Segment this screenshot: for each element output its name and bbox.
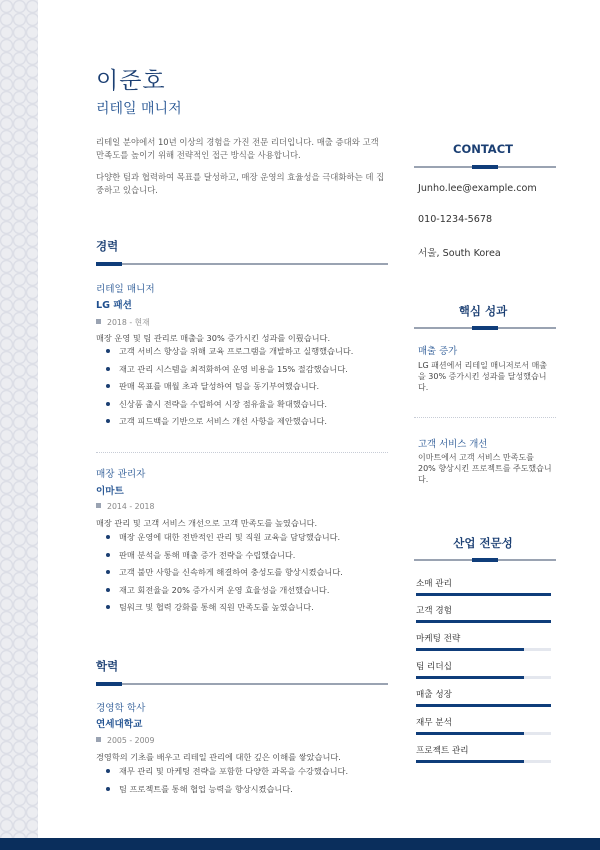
skill-bar-1 [416, 593, 551, 596]
achievement-title-2: 고객 서비스 개선 [418, 439, 488, 450]
job-period-1: 2018 - 현재 [96, 317, 150, 328]
achievement-desc-1: LG 패션에서 리테일 매니저로서 매출을 30% 증가시킨 성과를 달성했습니다. [418, 361, 548, 392]
list-item: 신상품 출시 전략을 수립하여 시장 점유율을 확대했습니다. [96, 399, 353, 417]
list-item: 매장 운영에 대한 전반적인 관리 및 직원 교육을 담당했습니다. [96, 532, 343, 550]
skill-bar-6 [416, 732, 551, 735]
side-pattern [0, 0, 38, 838]
skill-bar-fill [416, 593, 551, 596]
skill-label-1: 소매 관리 [416, 579, 452, 589]
job-title-2: 매장 관리자 [96, 469, 146, 480]
achievements-rule-accent [472, 326, 498, 330]
school: 연세대학교 [96, 719, 143, 730]
skill-label-5: 매출 성장 [416, 690, 452, 700]
skill-bar-fill [416, 760, 524, 763]
list-item: 재무 관리 및 마케팅 전략을 포함한 다양한 과목을 수강했습니다. [96, 766, 348, 784]
education-heading: 학력 [96, 659, 119, 673]
list-item: 팀워크 및 협력 강화를 통해 직원 만족도를 높였습니다. [96, 602, 343, 620]
email-text[interactable]: Junho.lee@example.com [418, 183, 537, 194]
list-item: 재고 회전율을 20% 증가시켜 운영 효율성을 개선했습니다. [96, 585, 343, 603]
company-2: 이마트 [96, 486, 124, 497]
skills-heading: 산업 전문성 [453, 536, 513, 550]
skill-bar-fill [416, 620, 551, 623]
education-period: 2005 - 2009 [96, 736, 154, 745]
skill-bar-5 [416, 704, 551, 707]
skill-bar-2 [416, 620, 551, 623]
company-1: LG 패션 [96, 300, 132, 311]
phone-text[interactable]: 010-1234-5678 [418, 214, 493, 225]
contact-rule-accent [472, 165, 498, 169]
experience-rule [96, 263, 388, 265]
summary-paragraph-1: 리테일 분야에서 10년 이상의 경험을 가진 전문 리더입니다. 매출 증대와 고객 만족도를 높이기 위해 전략적인 접근 방식을 사용합니다. [96, 137, 379, 160]
footer-bar [0, 838, 600, 850]
location-text: 서울, South Korea [418, 248, 501, 259]
person-name: 이준호 [96, 68, 166, 94]
skill-bar-7 [416, 760, 551, 763]
list-item: 고객 서비스 향상을 위해 교육 프로그램을 개발하고 실행했습니다. [96, 346, 353, 364]
job-title-1: 리테일 매니저 [96, 284, 155, 295]
job-period-2: 2014 - 2018 [96, 502, 154, 511]
skill-label-4: 팀 리더십 [416, 662, 452, 672]
achievement-divider [414, 417, 556, 418]
job-bullets-2 [96, 532, 343, 620]
list-item: 판매 목표를 매월 초과 달성하여 팀을 동기부여했습니다. [96, 381, 353, 399]
skill-bar-3 [416, 648, 551, 651]
list-item: 팀 프로젝트를 통해 협업 능력을 향상시켰습니다. [96, 784, 348, 802]
job-role: 리테일 매니저 [96, 101, 182, 117]
achievements-heading: 핵심 성과 [458, 304, 508, 318]
job-description-1: 매장 운영 및 팀 관리로 매출을 30% 증가시킨 성과를 이뤘습니다. [96, 333, 331, 343]
job-bullets-1 [96, 346, 353, 434]
experience-heading: 경력 [96, 239, 119, 253]
education-rule-accent [96, 682, 122, 686]
list-item: 판매 분석을 통해 매출 증가 전략을 수립했습니다. [96, 550, 343, 568]
job-divider [96, 452, 388, 453]
education-rule [96, 683, 388, 685]
summary-paragraph-2: 다양한 팀과 협력하여 목표를 달성하고, 매장 운영의 효율성을 극대화하는 데 집중하고 있습니다. [96, 172, 385, 195]
skill-label-2: 고객 경험 [416, 606, 452, 616]
skill-bar-fill [416, 732, 524, 735]
skill-label-6: 재무 분석 [416, 718, 452, 728]
list-item: 재고 관리 시스템을 최적화하여 운영 비용을 15% 절감했습니다. [96, 364, 353, 382]
skill-label-3: 마케팅 전략 [416, 634, 461, 644]
education-bullets [96, 766, 348, 801]
skill-bar-fill [416, 648, 524, 651]
education-description: 경영학의 기초를 배우고 리테일 관리에 대한 깊은 이해를 쌓았습니다. [96, 752, 341, 762]
achievement-title-1: 매출 증가 [418, 346, 458, 357]
degree: 경영학 학사 [96, 703, 146, 714]
skills-rule-accent [472, 558, 498, 562]
skill-bar-4 [416, 676, 551, 679]
list-item: 고객 불만 사항을 신속하게 해결하여 충성도를 향상시켰습니다. [96, 567, 343, 585]
experience-rule-accent [96, 262, 122, 266]
job-description-2: 매장 관리 및 고객 서비스 개선으로 고객 만족도를 높였습니다. [96, 518, 318, 528]
skill-bar-fill [416, 704, 551, 707]
skill-label-7: 프로젝트 관리 [416, 746, 469, 756]
achievement-desc-2: 이마트에서 고객 서비스 만족도를 20% 향상시킨 프로젝트를 주도했습니다. [418, 453, 552, 484]
list-item: 고객 피드백을 기반으로 서비스 개선 사항을 제안했습니다. [96, 416, 353, 434]
skill-bar-fill [416, 676, 524, 679]
contact-heading: CONTACT [453, 142, 513, 156]
